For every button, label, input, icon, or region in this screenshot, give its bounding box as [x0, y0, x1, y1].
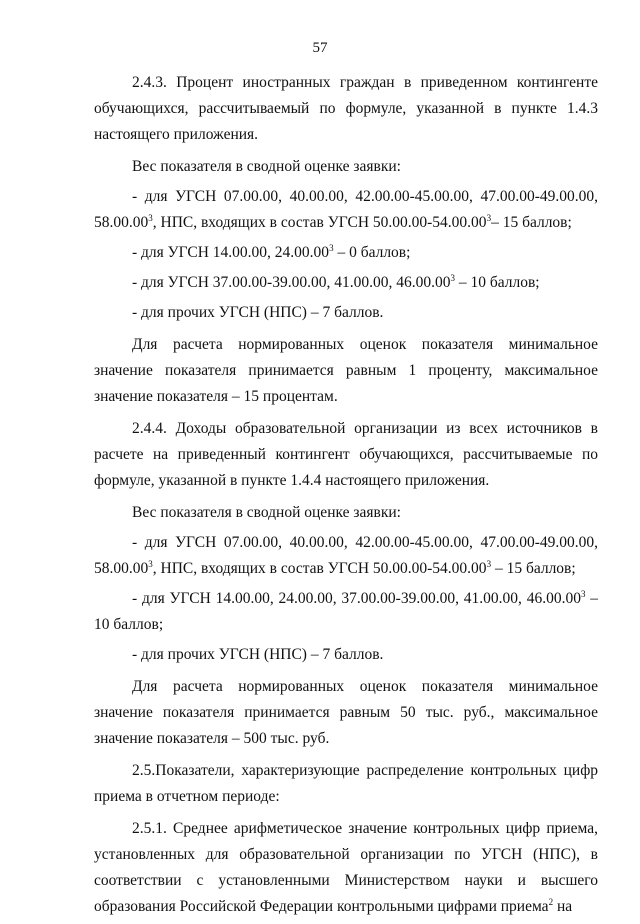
weight-item-2: - для УГСН 14.00.00, 24.00.00$^3$ – 0 баллов;	[132, 243, 411, 261]
weight-item-4: - для прочих УГСН (НПС) – 7 баллов.	[132, 304, 384, 321]
weight-item-3: - для УГСН 37.00.00-39.00.00, 41.00.00, 46.00.00$^3$ – 10 баллов;	[132, 273, 540, 291]
normalization-paragraph-1: Для расчета нормированных оценок показателя минимальное значение показателя принимается равным 1 проценту, максимальное значение показателя – 15 процентам.	[94, 336, 598, 405]
paragraph-2-5-1: 2.5.1. Среднее арифметическое значение контрольных цифр приема, установленных для образовательной организации по УГСН (НПС), в соответствии с установленными Министерством науки и высшего образования Российской Федерации контрольными цифрами приема$^2$ на	[94, 820, 598, 915]
weight-heading-1: Вес показателя в сводной оценке заявки:	[132, 158, 401, 175]
weight-item-6: - для УГСН 14.00.00, 24.00.00, 37.00.00-39.00.00, 41.00.00, 46.00.00$^3$ – 10 баллов;	[94, 589, 599, 633]
page-number: 57	[312, 40, 328, 56]
weight-item-1: - для УГСН 07.00.00, 40.00.00, 42.00.00-45.00.00, 47.00.00-49.00.00, 58.00.00$^3$, НПС, входящих в состав УГСН 50.00.00-54.00.00$^3$– 15 баллов;	[94, 188, 598, 231]
weight-item-7: - для прочих УГСН (НПС) – 7 баллов.	[132, 646, 384, 663]
document-body	[94, 70, 598, 924]
normalization-paragraph-2: Для расчета нормированных оценок показателя минимальное значение показателя принимается равным 50 тыс. руб., максимальное значение показателя – 500 тыс. руб.	[94, 678, 598, 747]
paragraph-2-4-3: 2.4.3. Процент иностранных граждан в приведенном контингенте обучающихся, рассчитываемый по формуле, указанной в пункте 1.4.3 настоящего приложения.	[94, 74, 598, 143]
weight-item-5: - для УГСН 07.00.00, 40.00.00, 42.00.00-45.00.00, 47.00.00-49.00.00, 58.00.00$^3$, НПС, входящих в состав УГСН 50.00.00-54.00.00$^3$ – 15 баллов;	[94, 534, 598, 577]
section-2-5-heading: 2.5.Показатели, характеризующие распределение контрольных цифр приема в отчетном периоде:	[94, 762, 598, 805]
paragraph-2-4-4: 2.4.4. Доходы образовательной организации из всех источников в расчете на приведенный контингент обучающихся, рассчитываемые по формуле, указанной в пункте 1.4.4 настоящего приложения.	[94, 420, 598, 489]
weight-heading-2: Вес показателя в сводной оценке заявки:	[132, 504, 401, 521]
